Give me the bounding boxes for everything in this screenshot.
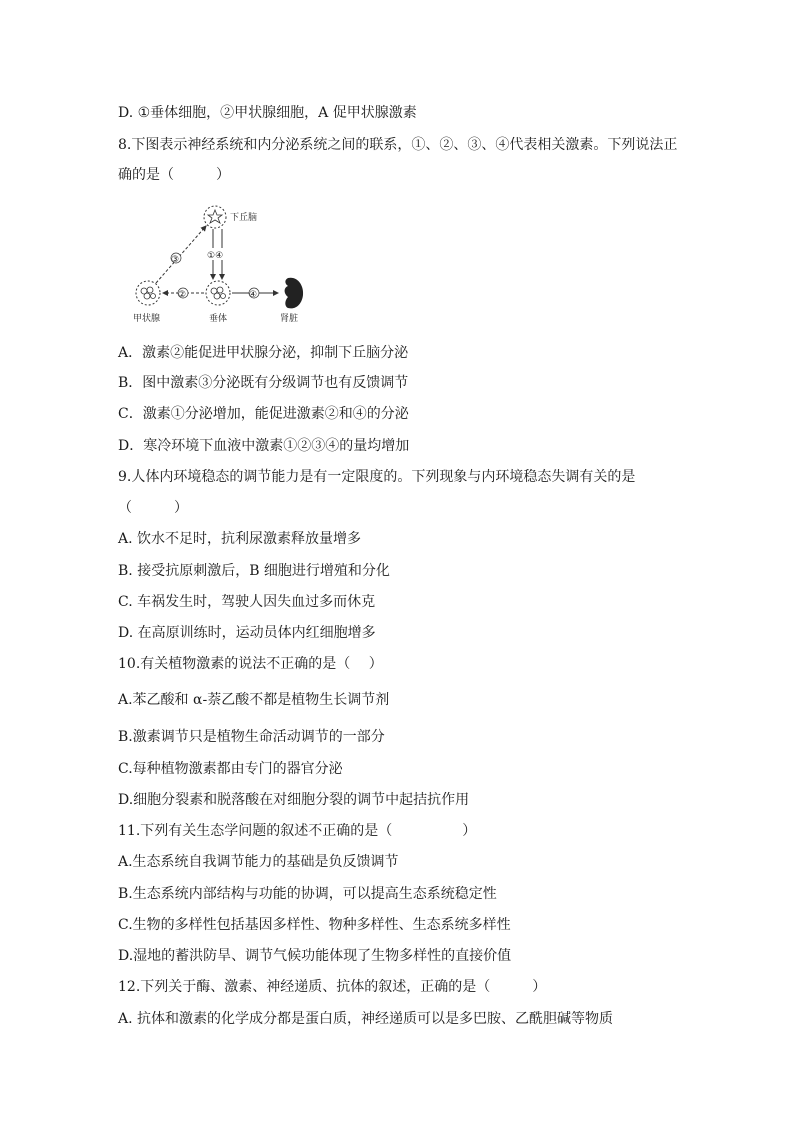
question-11-option-a: A.生态系统自我调节能力的基础是负反馈调节 xyxy=(118,854,399,870)
question-8-stem: 8.下图表示神经系统和内分泌系统之间的联系，①、②、③、④代表相关激素。下列说法正 xyxy=(118,137,678,153)
question-11-option-c: C.生物的多样性包括基因多样性、物种多样性、生态系统多样性 xyxy=(118,917,511,933)
thyroid-label: 甲状腺 xyxy=(133,314,161,324)
hypothalamus-node xyxy=(204,206,226,228)
question-9-stem-cont: （ ） xyxy=(118,500,188,516)
question-9-option-d: D. 在高原训练时，运动员体内红细胞增多 xyxy=(118,625,376,641)
question-10-option-d: D.细胞分裂素和脱落酸在对细胞分裂的调节中起拮抗作用 xyxy=(118,792,470,808)
thyroid-node xyxy=(136,281,160,305)
label-4: ④ xyxy=(249,290,258,300)
question-9-option-c: C. 车祸发生时，驾驶人因失血过多而休克 xyxy=(118,594,376,610)
question-8-option-d: D．寒冷环境下血液中激素①②③④的量均增加 xyxy=(118,438,410,454)
question-11-option-b: B.生态系统内部结构与功能的协调，可以提高生态系统稳定性 xyxy=(118,886,497,902)
question-10-option-a: A.苯乙酸和 α-萘乙酸不都是植物生长调节剂 xyxy=(118,692,390,708)
question-12-option-a: A. 抗体和激素的化学成分都是蛋白质，神经递质可以是多巴胺、乙酰胆碱等物质 xyxy=(118,1011,614,1027)
pituitary-node xyxy=(206,281,230,305)
question-10-option-c: C.每种植物激素都由专门的器官分泌 xyxy=(118,761,343,777)
kidney-label: 肾脏 xyxy=(280,314,299,324)
question-11-stem: 11.下列有关生态学问题的叙述不正确的是（ ） xyxy=(118,823,477,839)
question-8-stem-cont: 确的是（ ） xyxy=(118,167,230,183)
label-3: ③ xyxy=(171,255,180,265)
question-9-option-b: B. 接受抗原刺激后，B 细胞进行增殖和分化 xyxy=(118,563,390,579)
endocrine-diagram xyxy=(128,200,318,330)
pituitary-label: 垂体 xyxy=(209,314,228,324)
question-8-option-a: A．激素②能促进甲状腺分泌，抑制下丘脑分泌 xyxy=(118,345,409,361)
question-9-stem: 9.人体内环境稳态的调节能力是有一定限度的。下列现象与内环境稳态失调有关的是 xyxy=(118,469,636,485)
kidney-icon xyxy=(285,278,303,309)
label-1-4: ①④ xyxy=(207,251,224,261)
question-10-option-b: B.激素调节只是植物生命活动调节的一部分 xyxy=(118,729,385,745)
question-11-option-d: D.湿地的蓄洪防旱、调节气候功能体现了生物多样性的直接价值 xyxy=(118,948,512,964)
question-8-option-c: C．激素①分泌增加，能促进激素②和④的分泌 xyxy=(118,406,409,422)
question-10-stem: 10.有关植物激素的说法不正确的是（ ） xyxy=(118,656,383,672)
question-9-option-a: A. 饮水不足时，抗利尿激素释放量增多 xyxy=(118,531,362,547)
hypothalamus-label: 下丘脑 xyxy=(230,213,258,223)
label-2: ② xyxy=(178,290,187,300)
question-12-stem: 12.下列关于酶、激素、神经递质、抗体的叙述，正确的是（ ） xyxy=(118,979,547,995)
question-text-line: D. ①垂体细胞，②甲状腺细胞，A 促甲状腺激素 xyxy=(118,105,417,121)
question-8-option-b: B．图中激素③分泌既有分级调节也有反馈调节 xyxy=(118,375,409,391)
